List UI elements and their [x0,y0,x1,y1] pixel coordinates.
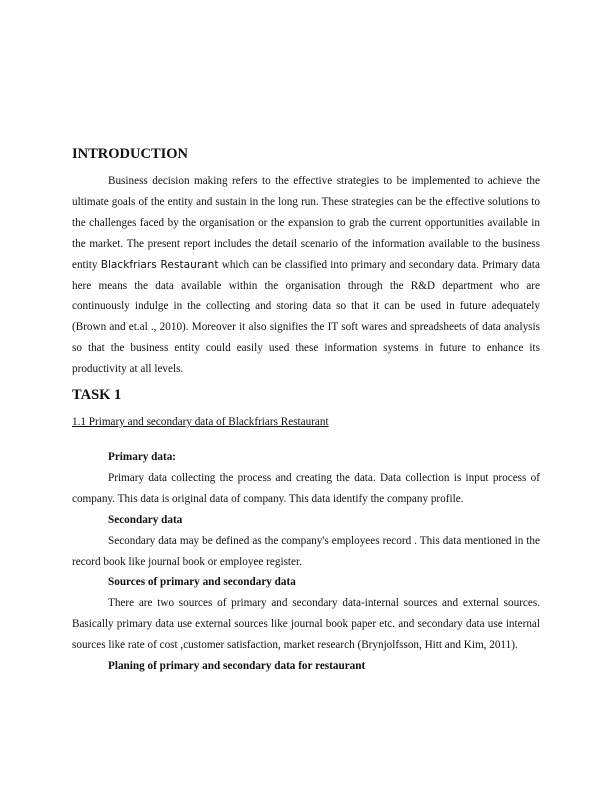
entity-name: Blackfriars Restaurant [100,258,219,271]
introduction-text-part-2: which can be classified into primary and secondary data. Primary data here means the data available within the organisation through the R&D department who are continuously indulge in the collecting and storing data so that it can be used in future adequately (Brown and et.al ., 2010). Moreover it also signifies the IT soft wares and spreadsheets of data analysis so that the business entity could easily used these information systems in future to enhance its productivity at all levels. [72,258,541,376]
secondary-data-heading: Secondary data [108,513,183,526]
introduction-text-part-1: Business decision making refers to the effective strategies to be implemented to achieve the ultimate goals of the entity and sustain in the long run. These strategies can be the effective solutions to the challenges faced by the organisation or the expansion to grab the current opportunities available in the market. The present report includes the detail scenario of the information available to the business entity [72,175,540,271]
introduction-heading: INTRODUCTION [72,146,189,162]
secondary-data-paragraph: Secondary data may be defined as the company's employees record . This data mentioned in the record book like journal book or employee register. [72,534,540,568]
sources-paragraph: There are two sources of primary and secondary data-internal sources and external sources. Basically primary data use external sources like journal book paper etc. and secondary data use internal sources like rate of cost ,customer satisfaction, market research (Brynjolfsson, Hitt and Kim, 2011). [72,597,540,652]
introduction-paragraph [72,171,540,380]
spacer [72,433,540,447]
task1-heading: TASK 1 [72,387,122,404]
sources-heading: Sources of primary and secondary data [108,576,296,589]
planning-heading: Planing of primary and secondary data for restaurant [108,660,366,673]
primary-data-heading: Primary data: [108,450,177,463]
section-title-1-1[interactable]: 1.1 Primary and secondary data of Blackfriars Restaurant [72,416,329,429]
primary-data-paragraph: Primary data collecting the process and creating the data. Data collection is input process of company. This data is original data of company. This data identify the company profile. [72,471,540,505]
page-content [72,145,540,677]
